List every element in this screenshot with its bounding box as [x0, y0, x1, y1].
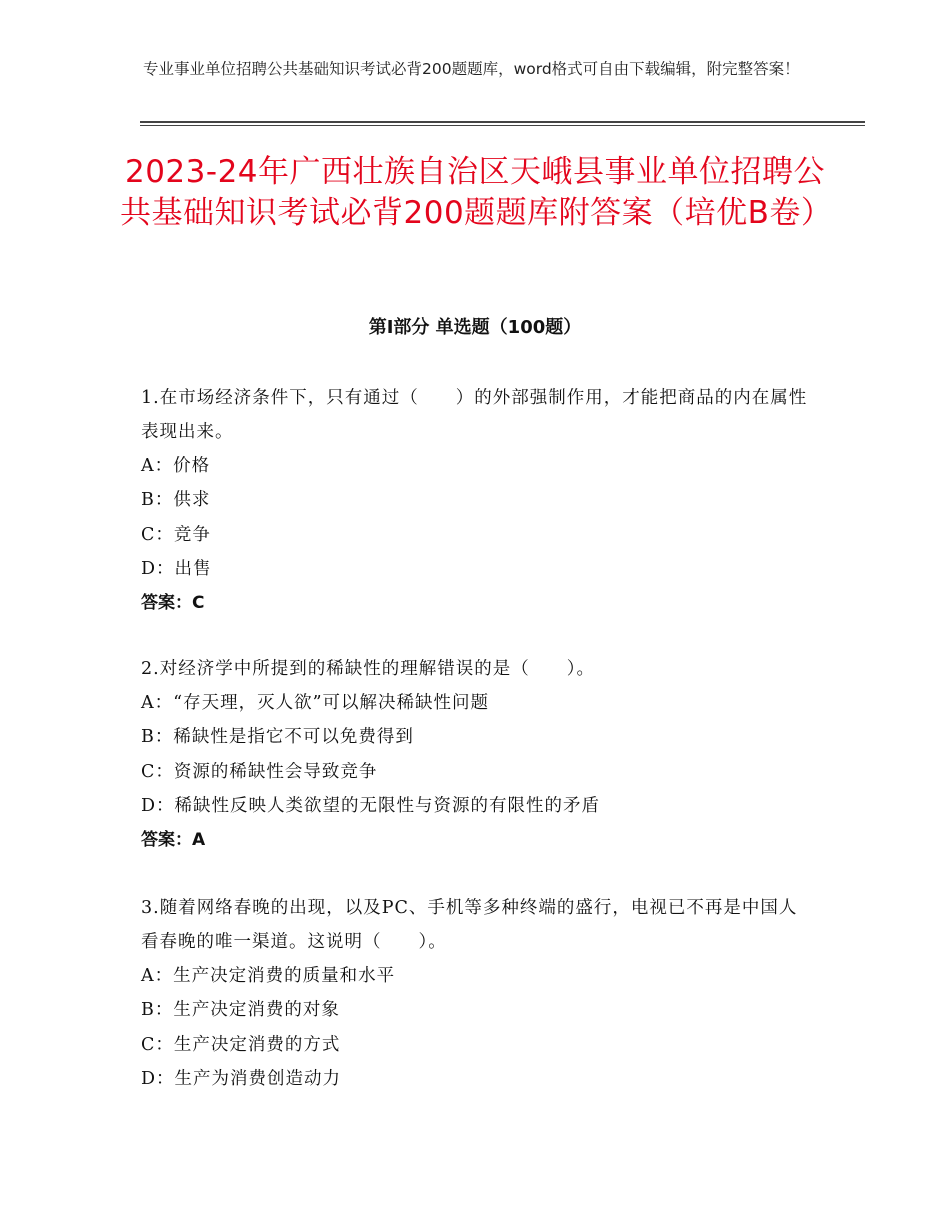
option-d: D：出售: [141, 558, 212, 579]
option-b: B：供求: [141, 490, 211, 511]
section-title: 第Ⅰ部分 单选题（100题）: [368, 317, 582, 338]
question-stem: 1.在市场经济条件下，只有通过（ ）的外部强制作用，才能把商品的内在属性表现出来。: [141, 388, 808, 442]
question-3: [141, 891, 811, 1096]
header-rule-thin: [140, 125, 865, 126]
option-d: D：稀缺性反映人类欲望的无限性与资源的有限性的矛盾: [141, 795, 601, 816]
header-rule-thick: [140, 121, 865, 123]
option-a: A：生产决定消费的质量和水平: [141, 966, 396, 986]
answer: 答案：A: [141, 830, 206, 851]
option-a: A：价格: [141, 456, 211, 476]
document-title: 2023-24年广西壮族自治区天峨县事业单位招聘公共基础知识考试必背200题题库附答案（培优B卷）: [120, 154, 833, 231]
header-note: 专业事业单位招聘公共基础知识考试必背200题题库，word格式可自由下载编辑，附完整答案！: [143, 60, 800, 78]
option-c: C：竞争: [141, 524, 211, 545]
option-c: C：生产决定消费的方式: [141, 1034, 341, 1055]
question-stem: 2.对经济学中所提到的稀缺性的理解错误的是（ ）。: [141, 659, 595, 679]
question-1: [141, 381, 811, 620]
question-stem: 3.随着网络春晚的出现，以及PC、手机等多种终端的盛行，电视已不再是中国人看春晚的唯一渠道。这说明（ ）。: [141, 898, 798, 952]
option-c: C：资源的稀缺性会导致竞争: [141, 761, 378, 782]
option-d: D：生产为消费创造动力: [141, 1068, 342, 1089]
option-b: B：生产决定消费的对象: [141, 1000, 340, 1021]
question-2: [141, 652, 811, 857]
option-a: A：“存天理，灭人欲”可以解决稀缺性问题: [141, 693, 490, 713]
answer: 答案：C: [141, 593, 205, 614]
option-b: B：稀缺性是指它不可以免费得到: [141, 727, 414, 748]
